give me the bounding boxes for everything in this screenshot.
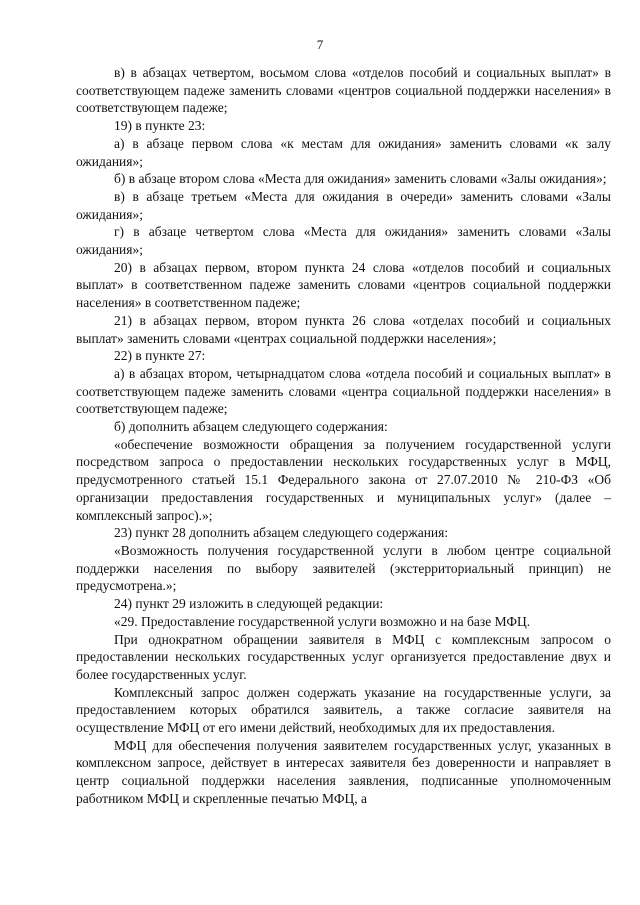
paragraph: 21) в абзацах первом, втором пункта 26 слова «отделах пособий и социальных выплат» заменить словами «центрах социальной поддержки населения»; [76,312,611,346]
paragraph: а) в абзаце первом слова «к местам для ожидания» заменить словами «к залу ожидания»; [76,135,611,169]
paragraph: 23) пункт 28 дополнить абзацем следующего содержания: [114,525,449,541]
paragraph: Комплексный запрос должен содержать указание на государственные услуги, за предоставлением которых обратился заявитель, а также согласие заявителя на осуществление МФЦ от его имени действий, необходимых для их предоставления. [76,684,611,736]
paragraph: «обеспечение возможности обращения за получением государственной услуги посредством запроса о предоставлении нескольких государственных услуг в МФЦ, предусмотренного статьей 15.1 Федерального закона от 27.07.2010 № 210-ФЗ «Об организации предоставления государственных и муниципальных услуг» (далее – комплексный запрос).»; [76,436,611,523]
paragraph: «Возможность получения государственной услуги в любом центре социальной поддержки населения по выбору заявителей (экстерриториальный принцип) не предусмотрена.»; [76,542,611,594]
paragraph: в) в абзацах четвертом, восьмом слова «отделов пособий и социальных выплат» в соответствующем падеже заменить словами «центров социальной поддержки населения» в соответствующем падеже; [76,65,611,116]
paragraph: При однократном обращении заявителя в МФЦ с комплексным запросом о предоставлении нескольких государственных услуг организуется предоставление двух и более государственных услуг. [76,631,611,682]
paragraph: 19) в пункте 23: [114,118,206,134]
paragraph: 20) в абзацах первом, втором пункта 24 слова «отделов пособий и социальных выплат» в соответственном падеже заменить словами «центров социальной поддержки населения» в соответственном падеже; [76,259,611,311]
paragraph: б) дополнить абзацем следующего содержания: [114,419,388,435]
paragraph: а) в абзацах втором, четырнадцатом слова «отдела пособий и социальных выплат» в соответствующем падеже заменить словами «центра социальной поддержки населения» в соответствующем падеже; [76,365,611,417]
document-body [76,64,611,808]
paragraph: 24) пункт 29 изложить в следующей редакции: [114,596,384,612]
paragraph: МФЦ для обеспечения получения заявителем государственных услуг, указанных в комплексном запросе, действует в интересах заявителя без доверенности и направляет в центр социальной поддержки населения заявления, подписанные уполномоченным работником МФЦ и скрепленные печатью МФЦ, а [76,737,611,806]
paragraph: 22) в пункте 27: [114,348,206,364]
paragraph: в) в абзаце третьем «Места для ожидания в очереди» заменить словами «Залы ожидания»; [76,188,611,222]
paragraph: «29. Предоставление государственной услуги возможно и на базе МФЦ. [114,613,531,629]
paragraph: г) в абзаце четвертом слова «Места для ожидания» заменить словами «Залы ожидания»; [76,224,611,258]
paragraph: б) в абзаце втором слова «Места для ожидания» заменить словами «Залы ожидания»; [114,171,607,187]
page-number: 7 [316,37,324,52]
